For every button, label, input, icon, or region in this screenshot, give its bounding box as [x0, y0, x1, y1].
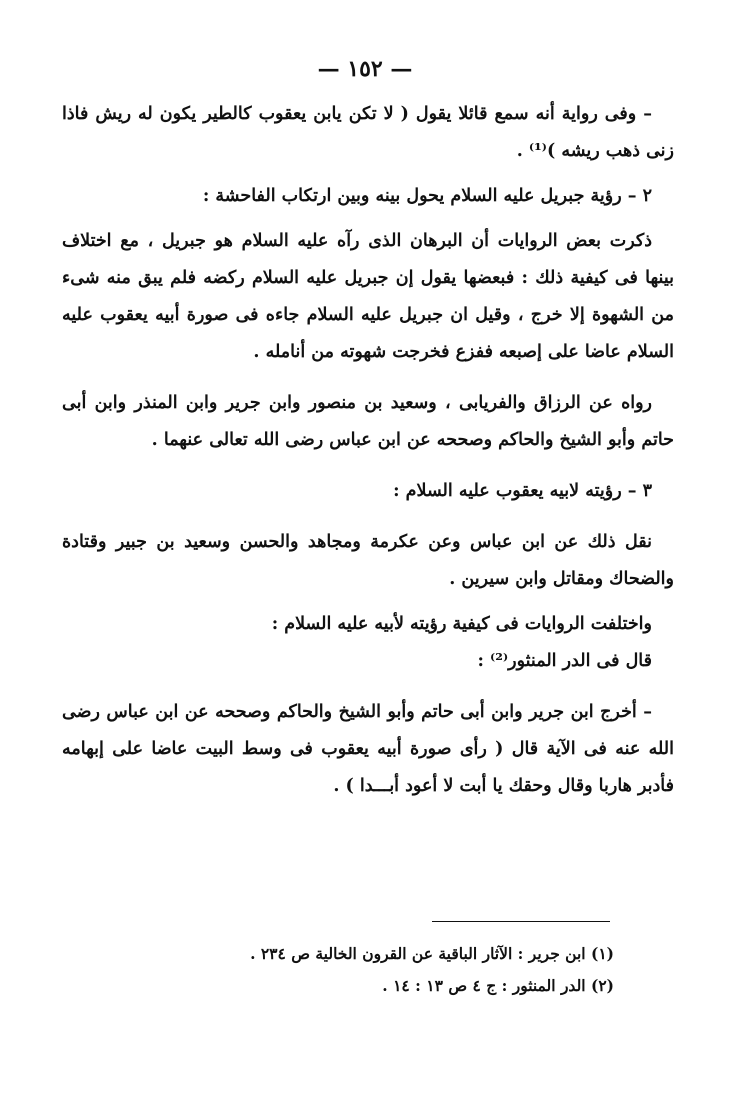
- paragraph-gabriel-accounts: ذكرت بعض الروايات أن البرهان الذى رآه عليه السلام هو جبريل ، مع اختلاف بينها فى كيفية ذلك : فبعضها يقول إن جبريل عليه السلام ركضه فلم يبق منه شىء من الشهوة إلا خرج ، وقيل ان جبريل عليه السلام جاءه فى صورة أبيه يعقوب عليه السلام عاضا على إصبعه ففزع فخرجت شهوته من أنامله .: [62, 231, 674, 362]
- footnote-2: (٢) الدر المنثور : ج ٤ ص ١٣ : ١٤ .: [382, 976, 614, 995]
- footnote-1: (١) ابن جرير : الآثار الباقية عن القرون الخالية ص ٢٣٤ .: [250, 944, 614, 963]
- paragraph-narration-bird: – وفى رواية أنه سمع قائلا يقول ( لا تكن يابن يعقوب كالطير يكون له ريش فاذا زنى ذهب ريشه )⁽¹⁾ .: [62, 104, 674, 161]
- footnote-divider: [432, 921, 610, 922]
- paragraph-durr-manthur: قال فى الدر المنثور⁽²⁾ :: [477, 651, 652, 671]
- paragraph-transmitters: نقل ذلك عن ابن عباس وعن عكرمة ومجاهد والحسن وسعيد بن جبير وقتادة والضحاك ومقاتل وابن سيرين .: [62, 532, 674, 589]
- section-heading-gabriel: ٢ – رؤية جبريل عليه السلام يحول بينه وبين ارتكاب الفاحشة :: [202, 186, 652, 206]
- body-text: [62, 96, 674, 805]
- paragraph-narrators: رواه عن الرزاق والفريابى ، وسعيد بن منصور وابن جرير وابن المنذر وابن أبى حاتم وأبو الشيخ والحاكم وصححه عن ابن عباس رضى الله تعالى عنهما .: [62, 393, 674, 450]
- page-number: — ١٥٢ —: [317, 56, 413, 82]
- footnotes: [62, 938, 614, 1002]
- paragraph-ibn-jarir-narration: – أخرج ابن جرير وابن أبى حاتم وأبو الشيخ والحاكم وصححه عن ابن عباس رضى الله عنه فى الآية قال ( رأى صورة أبيه يعقوب فى وسط البيت عاضا على إبهامه فأدبر هاربا وقال وحقك يا أبت لا أعود أبـــدا ) .: [62, 702, 674, 796]
- paragraph-differing-narrations: واختلفت الروايات فى كيفية رؤيته لأبيه عليه السلام :: [271, 614, 652, 634]
- section-heading-jacob: ٣ – رؤيته لابيه يعقوب عليه السلام :: [393, 481, 652, 501]
